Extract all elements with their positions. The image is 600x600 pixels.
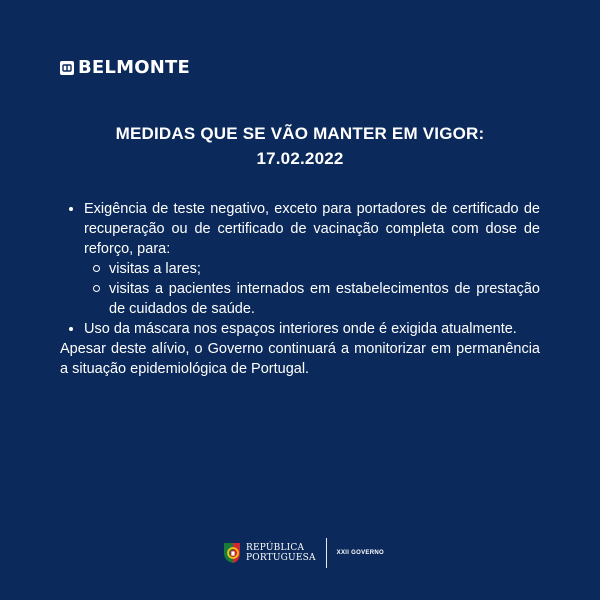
brand-name: BELMONTE (78, 57, 190, 78)
measure-text: Exigência de teste negativo, exceto para portadores de certificado de recuperação ou de certificado de vacinação completa com dose de reforço, para: (84, 201, 540, 257)
title-line-1: MEDIDAS QUE SE VÃO MANTER EM VIGOR: (115, 124, 485, 143)
footer (222, 537, 384, 569)
measure-text: Uso da máscara nos espaços interiores onde é exigida atualmente. (84, 321, 517, 337)
governo-label: XXII GOVERNO (336, 550, 384, 556)
list-item (60, 199, 540, 319)
belmonte-logo-icon (60, 61, 74, 75)
portugal-emblem-icon (222, 541, 242, 565)
page-title (0, 121, 600, 171)
footer-divider (326, 538, 327, 568)
title-date: 17.02.2022 (256, 149, 344, 168)
list-item (60, 319, 540, 339)
measures-list (60, 199, 540, 339)
closing-paragraph: Apesar deste alívio, o Governo continuará a monitorizar em permanência a situação epidemiológica de Portugal. (60, 341, 540, 377)
brand-logo (60, 59, 190, 77)
measures-content (60, 199, 540, 379)
sub-list (84, 259, 540, 319)
republica-portuguesa-label: REPÚBLICA PORTUGUESA (246, 543, 316, 563)
sub-list-item: visitas a lares; (84, 259, 540, 279)
sub-list-item: visitas a pacientes internados em estabelecimentos de prestação de cuidados de saúde. (84, 279, 540, 319)
